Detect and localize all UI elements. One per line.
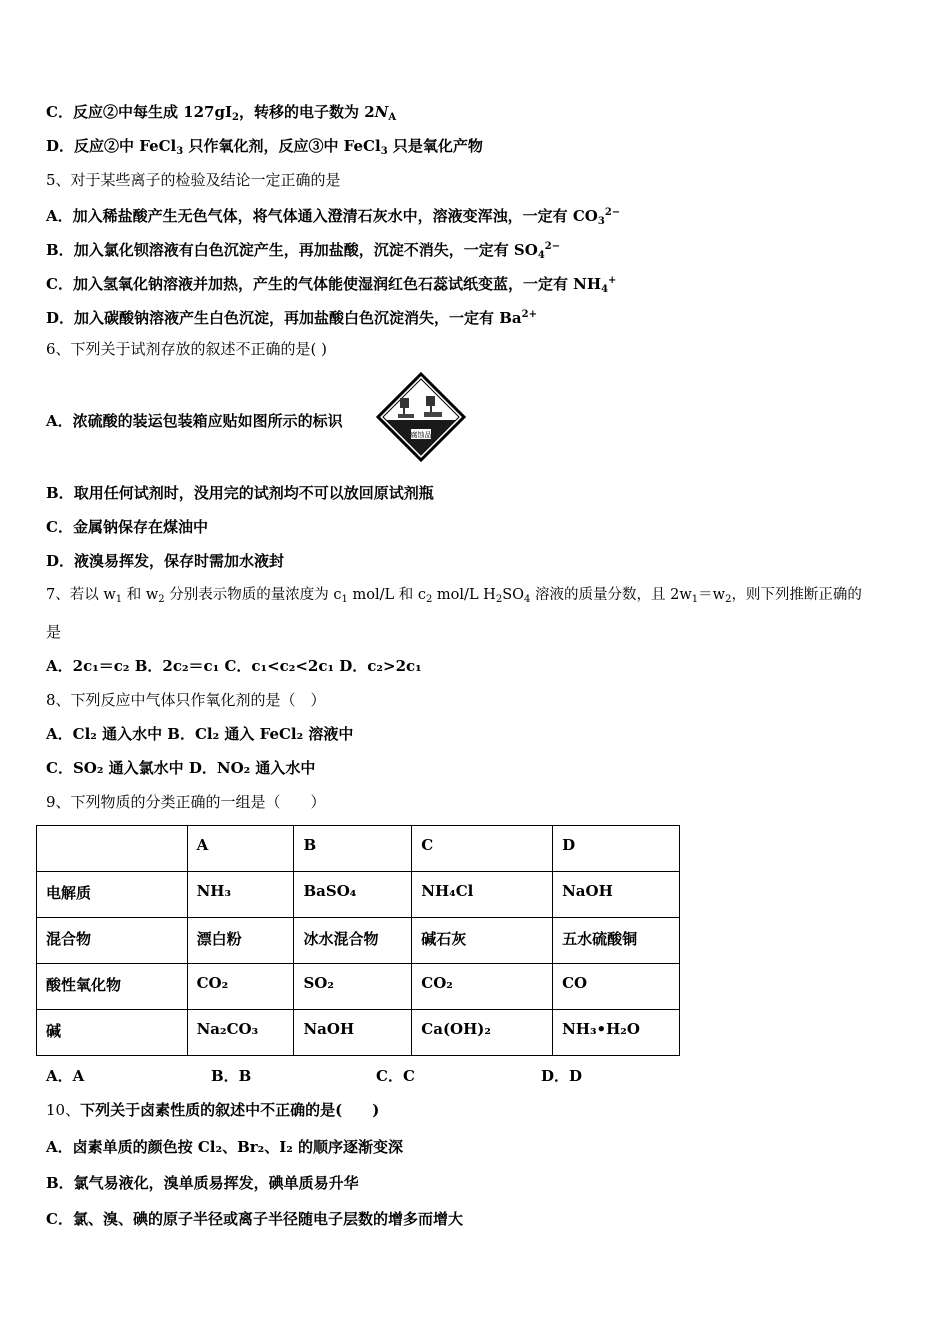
q6-option-b: B．取用任何试剂时，没用完的试剂均不可以放回原试剂瓶: [46, 484, 434, 502]
q4-option-d: D．反应②中 FeCl$_3$ 只作氧化剂，反应③中 FeCl$_3$ 只是氧化产物: [46, 137, 483, 157]
table-header-cell: B: [294, 826, 412, 872]
hazard-sign-label: 腐蚀品: [410, 431, 432, 439]
q7-options: A．2c₁＝c₂ B．2c₂＝c₁ C．c₁<c₂<2c₁ D．c₂>2c₁: [46, 657, 422, 675]
table-cell: 碱石灰: [412, 918, 553, 964]
q10-stem: 10、下列关于卤素性质的叙述中不正确的是( ): [46, 1101, 380, 1119]
table-cell: CO₂: [412, 964, 553, 1010]
q9-option: B．B: [211, 1067, 252, 1085]
q9-option: D．D: [541, 1067, 583, 1085]
table-cell: NH₃•H₂O: [553, 1010, 680, 1056]
q5-option-b: B．加入氯化钡溶液有白色沉淀产生，再加盐酸，沉淀不消失，一定有 $SO_4^{2-}$: [46, 241, 561, 261]
table-cell: 漂白粉: [187, 918, 294, 964]
table-header-cell: D: [553, 826, 680, 872]
table-header-cell: [37, 826, 188, 872]
q9-option: C．C: [376, 1067, 415, 1085]
table-cell: CO₂: [187, 964, 294, 1010]
table-cell: BaSO₄: [294, 872, 412, 918]
table-row-label: 混合物: [37, 918, 188, 964]
q8-stem: 8、下列反应中气体只作氧化剂的是（ ）: [46, 691, 326, 709]
q10-option-c: C．氯、溴、碘的原子半径或离子半径随电子层数的增多而增大: [46, 1210, 463, 1228]
corrosive-hazard-sign-icon: [376, 372, 466, 462]
table-cell: Ca(OH)₂: [412, 1010, 553, 1056]
table-header-cell: C: [412, 826, 553, 872]
q5-option-c: C．加入氢氧化钠溶液并加热，产生的气体能使湿润红色石蕊试纸变蓝，一定有 $NH_4^+$: [46, 275, 617, 295]
q7-stem: 7、若以 $w_1$ 和 $w_2$ 分别表示物质的量浓度为 $c_1$ mol/L 和 $c_2$ mol/L $H_2SO_4$ 溶液的质量分数，且 $2w_1=w_2$，则下列推断正确的: [46, 587, 862, 605]
table-cell: 五水硫酸铜: [553, 918, 680, 964]
table-row: [37, 964, 680, 1010]
q9-option: A．A: [46, 1067, 85, 1085]
table-cell: CO: [553, 964, 680, 1010]
q9-answer-options: [46, 1065, 582, 1087]
q6-option-d: D．液溴易挥发，保存时需加水液封: [46, 552, 285, 570]
classification-table: [36, 825, 680, 1056]
table-row: [37, 872, 680, 918]
table-row-label: 碱: [37, 1010, 188, 1056]
table-header-cell: A: [187, 826, 294, 872]
q5-option-d: D．加入碳酸钠溶液产生白色沉淀，再加盐酸白色沉淀消失，一定有 $Ba^{2+}$: [46, 309, 537, 327]
table-header-row: [37, 826, 680, 872]
table-row: [37, 1010, 680, 1056]
q6-option-c: C．金属钠保存在煤油中: [46, 518, 208, 536]
table-cell: 冰水混合物: [294, 918, 412, 964]
table-cell: SO₂: [294, 964, 412, 1010]
q7-stem-continued: 是: [46, 623, 62, 641]
q8-options-ab: A．Cl₂ 通入水中 B．Cl₂ 通入 FeCl₂ 溶液中: [46, 725, 354, 743]
table-cell: Na₂CO₃: [187, 1010, 294, 1056]
q10-option-b: B．氯气易液化，溴单质易挥发，碘单质易升华: [46, 1174, 359, 1192]
table-cell: NH₃: [187, 872, 294, 918]
table-row: [37, 918, 680, 964]
table-cell: NaOH: [294, 1010, 412, 1056]
q6-option-a: A．浓硫酸的装运包装箱应贴如图所示的标识: [46, 412, 343, 430]
q8-options-cd: C．SO₂ 通入氯水中 D．NO₂ 通入水中: [46, 759, 316, 777]
q5-option-a: A．加入稀盐酸产生无色气体，将气体通入澄清石灰水中，溶液变浑浊，一定有 $CO_3^{2-}$: [46, 207, 621, 227]
q5-stem: 5、对于某些离子的检验及结论一定正确的是: [46, 171, 341, 189]
table-cell: NaOH: [553, 872, 680, 918]
q9-stem: 9、下列物质的分类正确的一组是（ ）: [46, 793, 326, 811]
table-cell: NH₄Cl: [412, 872, 553, 918]
table-row-label: 电解质: [37, 872, 188, 918]
q6-stem: 6、下列关于试剂存放的叙述不正确的是( ): [46, 340, 328, 358]
q10-option-a: A．卤素单质的颜色按 Cl₂、Br₂、I₂ 的顺序逐渐变深: [46, 1138, 404, 1156]
q4-option-c: C．反应②中每生成 $127gI_2$，转移的电子数为 $2N_A$: [46, 103, 397, 123]
table-row-label: 酸性氧化物: [37, 964, 188, 1010]
